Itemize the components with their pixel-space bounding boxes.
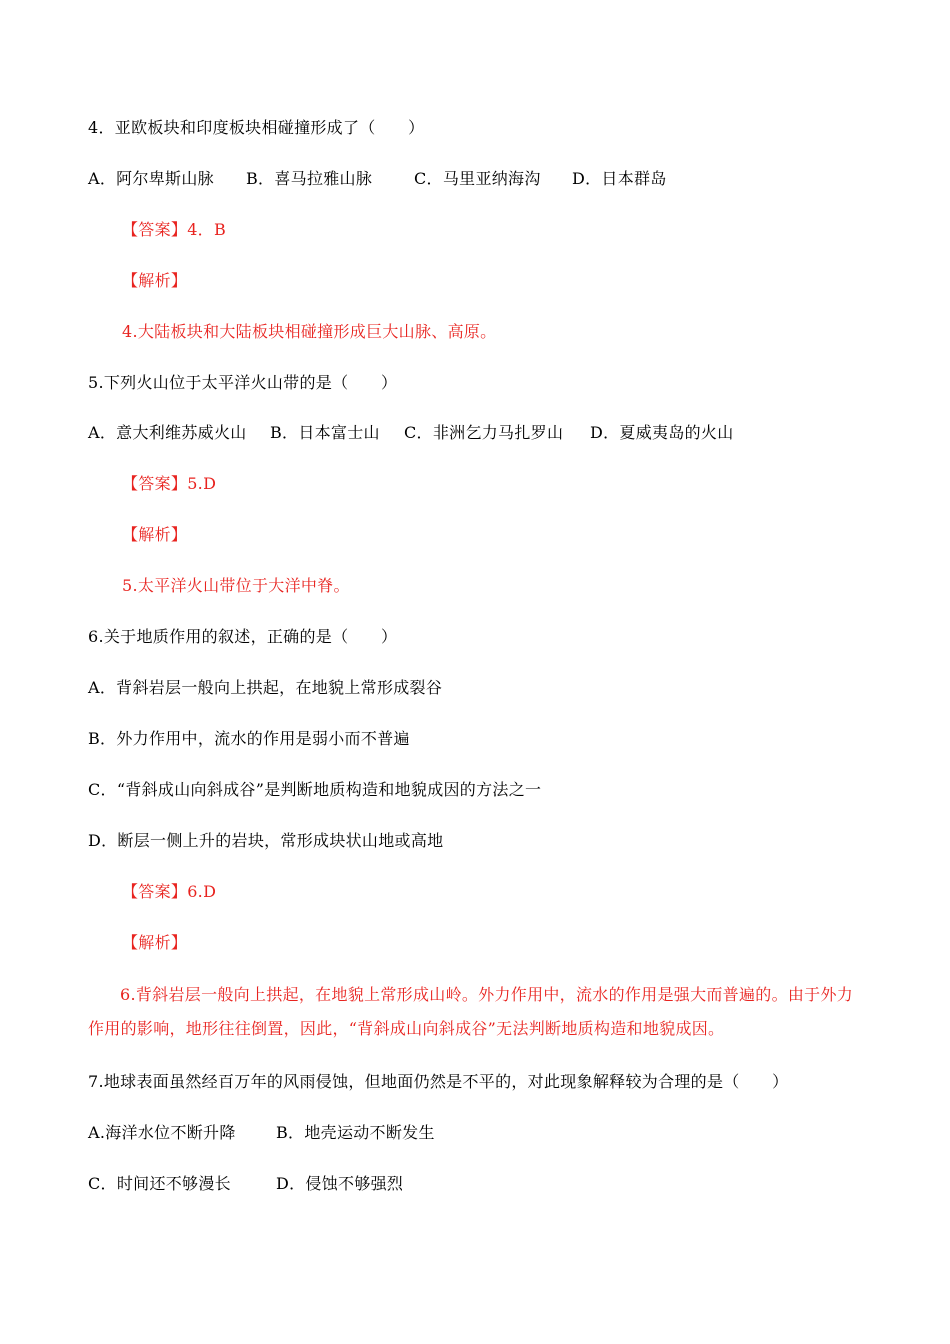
question-5-option-b: B．日本富士山 bbox=[270, 423, 380, 442]
question-7-option-c: C．时间还不够漫长 bbox=[88, 1174, 231, 1193]
question-6-stem: 6.关于地质作用的叙述，正确的是（ ） bbox=[88, 627, 398, 646]
question-6-analysis-label: 【解析】 bbox=[122, 933, 188, 952]
question-6-option-c: C．“背斜成山向斜成谷”是判断地质构造和地貌成因的方法之一 bbox=[88, 780, 542, 799]
answer-label: 【答案】 bbox=[122, 882, 188, 901]
answer-label: 【答案】 bbox=[122, 220, 188, 239]
question-4-option-d: D．日本群岛 bbox=[572, 169, 667, 188]
question-6-option-d: D．断层一侧上升的岩块，常形成块状山地或高地 bbox=[88, 831, 444, 850]
question-7-options-row-1 bbox=[88, 1122, 435, 1144]
question-4-analysis: 4.大陆板块和大陆板块相碰撞形成巨大山脉、高原。 bbox=[122, 322, 497, 341]
question-4-options bbox=[88, 168, 667, 190]
question-6-option-a: A．背斜岩层一般向上拱起，在地貌上常形成裂谷 bbox=[88, 678, 443, 697]
question-7-stem: 7.地球表面虽然经百万年的风雨侵蚀，但地面仍然是不平的，对此现象解释较为合理的是（ ） bbox=[88, 1072, 789, 1091]
question-4-answer bbox=[122, 219, 226, 241]
question-5-option-d: D．夏威夷岛的火山 bbox=[590, 423, 734, 442]
question-6-answer bbox=[122, 881, 216, 903]
question-7-option-b: B．地壳运动不断发生 bbox=[276, 1123, 435, 1142]
question-7-option-a: A.海洋水位不断升降 bbox=[88, 1123, 236, 1142]
question-4-stem: 4．亚欧板块和印度板块相碰撞形成了（ ） bbox=[88, 118, 425, 137]
question-4-option-b: B．喜马拉雅山脉 bbox=[246, 169, 373, 188]
answer-value: 4．B bbox=[187, 220, 227, 239]
question-5-stem: 5.下列火山位于太平洋火山带的是（ ） bbox=[88, 373, 398, 392]
question-6-option-b: B．外力作用中，流水的作用是弱小而不普遍 bbox=[88, 729, 410, 748]
answer-label: 【答案】 bbox=[122, 474, 188, 493]
question-5-analysis-label: 【解析】 bbox=[122, 525, 188, 544]
answer-value: 6.D bbox=[187, 882, 217, 901]
answer-value: 5.D bbox=[187, 474, 217, 493]
question-5-option-c: C．非洲乞力马扎罗山 bbox=[404, 423, 564, 442]
question-5-options bbox=[88, 422, 734, 444]
question-5-option-a: A．意大利维苏威火山 bbox=[88, 423, 247, 442]
question-7-option-d: D．侵蚀不够强烈 bbox=[276, 1174, 404, 1193]
question-5-answer bbox=[122, 473, 216, 495]
question-5-analysis: 5.太平洋火山带位于大洋中脊。 bbox=[122, 576, 350, 595]
question-7-options-row-2 bbox=[88, 1173, 403, 1195]
question-4-option-a: A．阿尔卑斯山脉 bbox=[88, 169, 214, 188]
question-4-option-c: C．马里亚纳海沟 bbox=[414, 169, 541, 188]
question-6-analysis: 6.背斜岩层一般向上拱起，在地貌上常形成山岭。外力作用中，流水的作用是强大而普遍的。由于外力作用的影响，地形往往倒置，因此，“背斜成山向斜成谷”无法判断地质构造和地貌成因。 bbox=[88, 985, 854, 1038]
question-4-analysis-label: 【解析】 bbox=[122, 271, 188, 290]
